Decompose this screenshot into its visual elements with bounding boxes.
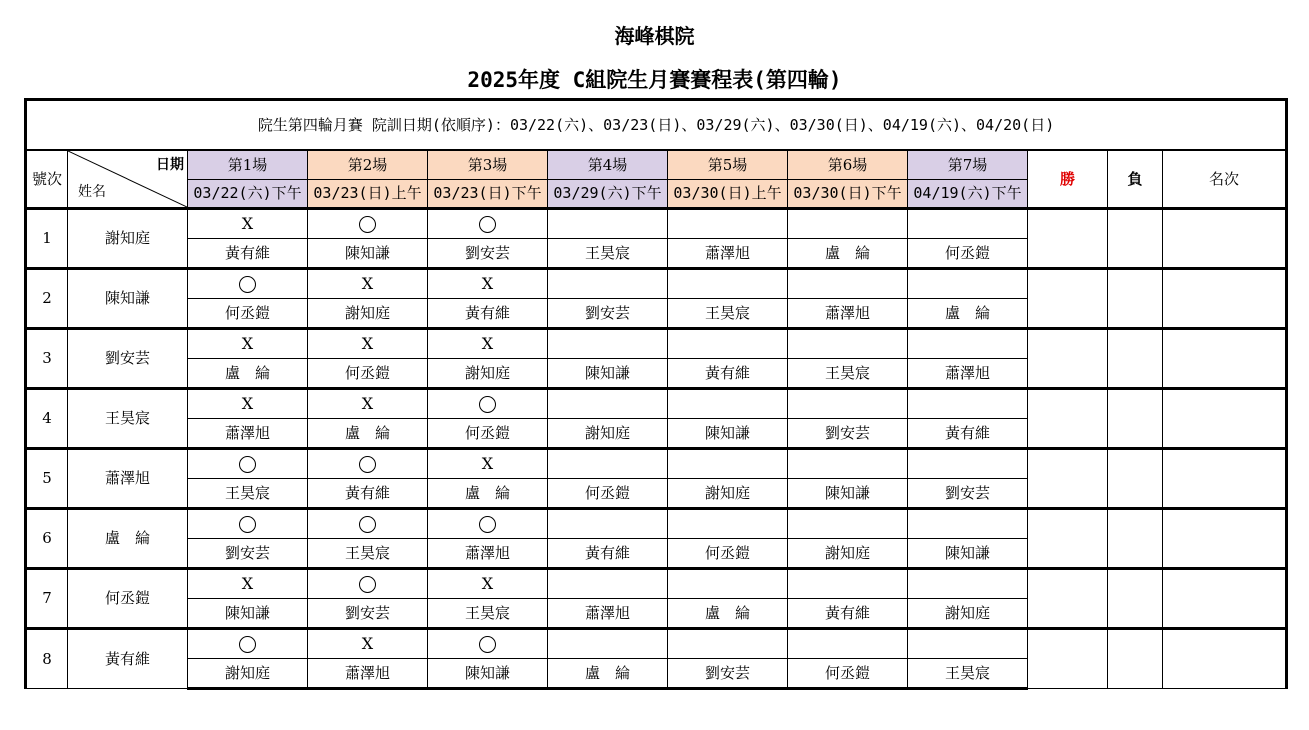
result-cell	[428, 209, 548, 239]
result-cell: X	[428, 329, 548, 359]
page-title: 海峰棋院	[614, 24, 695, 48]
opponent-cell: 劉安芸	[428, 239, 548, 269]
player-row	[26, 329, 1287, 359]
result-cell: X	[428, 449, 548, 479]
schedule-table	[24, 98, 1288, 690]
opponent-cell: 何丞鎧	[668, 539, 788, 569]
result-cell	[308, 449, 428, 479]
opponent-cell: 蕭澤旭	[308, 659, 428, 689]
opponent-cell: 黃有維	[908, 419, 1028, 449]
rank-cell	[1163, 629, 1287, 689]
rank-cell	[1163, 449, 1287, 509]
result-cell	[788, 329, 908, 359]
opponent-cell: 何丞鎧	[308, 359, 428, 389]
win-cell	[1028, 569, 1108, 629]
win-cell	[1028, 209, 1108, 269]
result-cell: X	[428, 569, 548, 599]
opponent-cell: 蕭澤旭	[188, 419, 308, 449]
loss-cell	[1108, 569, 1163, 629]
player-row	[26, 449, 1287, 479]
opponent-cell: 何丞鎧	[428, 419, 548, 449]
opponent-cell: 盧 綸	[308, 419, 428, 449]
result-cell	[788, 449, 908, 479]
round-date-7: 04/19(六)下午	[908, 180, 1028, 209]
round-date-5: 03/30(日)上午	[668, 180, 788, 209]
opponent-cell: 王昊宸	[428, 599, 548, 629]
opponent-cell: 盧 綸	[908, 299, 1028, 329]
opponent-cell: 王昊宸	[788, 359, 908, 389]
opponent-cell: 何丞鎧	[788, 659, 908, 689]
result-cell	[548, 209, 668, 239]
number-header: 號次	[26, 150, 68, 209]
win-cell	[1028, 329, 1108, 389]
opponent-cell: 王昊宸	[668, 299, 788, 329]
result-cell	[308, 209, 428, 239]
win-cell	[1028, 629, 1108, 689]
result-cell	[548, 569, 668, 599]
player-name: 盧 綸	[68, 509, 188, 569]
win-circle-icon	[359, 576, 376, 593]
player-number: 7	[26, 569, 68, 629]
player-row	[26, 389, 1287, 419]
opponent-cell: 陳知謙	[188, 599, 308, 629]
player-row	[26, 269, 1287, 299]
opponent-cell: 盧 綸	[788, 239, 908, 269]
player-number: 2	[26, 269, 68, 329]
player-number: 1	[26, 209, 68, 269]
player-number: 8	[26, 629, 68, 689]
opponent-cell: 謝知庭	[668, 479, 788, 509]
player-number: 3	[26, 329, 68, 389]
opponent-cell: 劉安芸	[908, 479, 1028, 509]
player-row	[26, 569, 1287, 599]
player-name: 劉安芸	[68, 329, 188, 389]
result-cell	[908, 569, 1028, 599]
loss-cell	[1108, 449, 1163, 509]
opponent-cell: 王昊宸	[188, 479, 308, 509]
win-circle-icon	[239, 516, 256, 533]
opponent-cell: 蕭澤旭	[788, 299, 908, 329]
round-date-3: 03/23(日)下午	[428, 180, 548, 209]
opponent-cell: 黃有維	[788, 599, 908, 629]
player-number: 5	[26, 449, 68, 509]
date-name-header	[68, 150, 188, 209]
round-date-4: 03/29(六)下午	[548, 180, 668, 209]
result-cell	[428, 629, 548, 659]
page-subtitle: 2025年度 C組院生月賽賽程表(第四輪)	[467, 68, 842, 92]
player-name: 何丞鎧	[68, 569, 188, 629]
opponent-cell: 黃有維	[308, 479, 428, 509]
opponent-cell: 黃有維	[548, 539, 668, 569]
round-date-1: 03/22(六)下午	[188, 180, 308, 209]
result-cell	[548, 329, 668, 359]
result-cell	[188, 269, 308, 299]
opponent-cell: 謝知庭	[788, 539, 908, 569]
opponent-cell: 蕭澤旭	[428, 539, 548, 569]
result-cell: X	[188, 329, 308, 359]
player-row	[26, 509, 1287, 539]
opponent-cell: 謝知庭	[308, 299, 428, 329]
loss-cell	[1108, 629, 1163, 689]
result-cell	[788, 629, 908, 659]
opponent-cell: 謝知庭	[908, 599, 1028, 629]
opponent-cell: 陳知謙	[908, 539, 1028, 569]
win-circle-icon	[359, 216, 376, 233]
result-cell: X	[428, 269, 548, 299]
opponent-cell: 黃有維	[188, 239, 308, 269]
result-cell	[548, 629, 668, 659]
result-cell	[788, 389, 908, 419]
player-number: 4	[26, 389, 68, 449]
opponent-cell: 何丞鎧	[908, 239, 1028, 269]
result-cell: X	[308, 329, 428, 359]
result-cell	[908, 269, 1028, 299]
result-cell	[788, 269, 908, 299]
player-row	[26, 209, 1287, 239]
loss-cell	[1108, 509, 1163, 569]
player-number: 6	[26, 509, 68, 569]
result-cell: X	[308, 389, 428, 419]
round-header-6: 第6場	[788, 150, 908, 180]
round-header-3: 第3場	[428, 150, 548, 180]
opponent-cell: 劉安芸	[308, 599, 428, 629]
result-cell	[788, 509, 908, 539]
rank-header: 名次	[1163, 150, 1287, 209]
opponent-cell: 盧 綸	[428, 479, 548, 509]
win-header: 勝	[1028, 150, 1108, 209]
opponent-cell: 盧 綸	[668, 599, 788, 629]
result-cell	[668, 209, 788, 239]
result-cell	[788, 569, 908, 599]
loss-cell	[1108, 209, 1163, 269]
win-circle-icon	[239, 276, 256, 293]
player-name: 黃有維	[68, 629, 188, 689]
opponent-cell: 陳知謙	[788, 479, 908, 509]
opponent-cell: 劉安芸	[548, 299, 668, 329]
win-circle-icon	[359, 456, 376, 473]
result-cell	[788, 209, 908, 239]
result-cell: X	[188, 389, 308, 419]
round-header-7: 第7場	[908, 150, 1028, 180]
opponent-cell: 黃有維	[428, 299, 548, 329]
result-cell	[908, 209, 1028, 239]
name-label: 姓名	[78, 184, 106, 200]
result-cell	[188, 509, 308, 539]
win-circle-icon	[479, 396, 496, 413]
result-cell: X	[308, 629, 428, 659]
opponent-cell: 何丞鎧	[188, 299, 308, 329]
result-cell	[908, 389, 1028, 419]
result-cell	[188, 449, 308, 479]
rank-cell	[1163, 209, 1287, 269]
opponent-cell: 謝知庭	[428, 359, 548, 389]
win-cell	[1028, 449, 1108, 509]
loss-header: 負	[1108, 150, 1163, 209]
win-cell	[1028, 509, 1108, 569]
date-label: 日期	[156, 157, 184, 173]
opponent-cell: 劉安芸	[668, 659, 788, 689]
rank-cell	[1163, 569, 1287, 629]
player-name: 蕭澤旭	[68, 449, 188, 509]
opponent-cell: 陳知謙	[428, 659, 548, 689]
opponent-cell: 謝知庭	[548, 419, 668, 449]
result-cell	[908, 509, 1028, 539]
opponent-cell: 蕭澤旭	[548, 599, 668, 629]
result-cell	[908, 629, 1028, 659]
result-cell	[668, 269, 788, 299]
result-cell	[548, 509, 668, 539]
result-cell	[428, 509, 548, 539]
result-cell: X	[188, 569, 308, 599]
result-cell	[668, 569, 788, 599]
round-header-1: 第1場	[188, 150, 308, 180]
result-cell	[188, 629, 308, 659]
result-cell	[308, 509, 428, 539]
opponent-cell: 王昊宸	[908, 659, 1028, 689]
result-cell: X	[308, 269, 428, 299]
opponent-cell: 蕭澤旭	[908, 359, 1028, 389]
opponent-cell: 劉安芸	[188, 539, 308, 569]
loss-cell	[1108, 329, 1163, 389]
result-cell: X	[188, 209, 308, 239]
opponent-cell: 何丞鎧	[548, 479, 668, 509]
rank-cell	[1163, 329, 1287, 389]
win-cell	[1028, 389, 1108, 449]
player-name: 陳知謙	[68, 269, 188, 329]
opponent-cell: 劉安芸	[788, 419, 908, 449]
result-cell	[668, 449, 788, 479]
player-name: 王昊宸	[68, 389, 188, 449]
opponent-cell: 陳知謙	[548, 359, 668, 389]
rank-cell	[1163, 269, 1287, 329]
opponent-cell: 盧 綸	[548, 659, 668, 689]
win-circle-icon	[479, 216, 496, 233]
win-circle-icon	[239, 636, 256, 653]
win-circle-icon	[479, 636, 496, 653]
result-cell	[548, 449, 668, 479]
result-cell	[668, 329, 788, 359]
result-cell	[428, 389, 548, 419]
round-date-6: 03/30(日)下午	[788, 180, 908, 209]
opponent-cell: 王昊宸	[308, 539, 428, 569]
opponent-cell: 王昊宸	[548, 239, 668, 269]
win-circle-icon	[239, 456, 256, 473]
win-cell	[1028, 269, 1108, 329]
result-cell	[548, 389, 668, 419]
loss-cell	[1108, 269, 1163, 329]
result-cell	[668, 509, 788, 539]
opponent-cell: 黃有維	[668, 359, 788, 389]
loss-cell	[1108, 389, 1163, 449]
schedule-banner: 院生第四輪月賽 院訓日期(依順序)：03/22(六)、03/23(日)、03/29(六)、03/30(日)、04/19(六)、04/20(日)	[26, 100, 1287, 151]
result-cell	[668, 629, 788, 659]
result-cell	[908, 329, 1028, 359]
win-circle-icon	[359, 516, 376, 533]
result-cell	[908, 449, 1028, 479]
opponent-cell: 蕭澤旭	[668, 239, 788, 269]
result-cell	[548, 269, 668, 299]
rank-cell	[1163, 389, 1287, 449]
win-circle-icon	[479, 516, 496, 533]
opponent-cell: 陳知謙	[668, 419, 788, 449]
result-cell	[668, 389, 788, 419]
opponent-cell: 謝知庭	[188, 659, 308, 689]
result-cell	[308, 569, 428, 599]
opponent-cell: 盧 綸	[188, 359, 308, 389]
round-header-2: 第2場	[308, 150, 428, 180]
player-name: 謝知庭	[68, 209, 188, 269]
round-header-4: 第4場	[548, 150, 668, 180]
round-header-5: 第5場	[668, 150, 788, 180]
rank-cell	[1163, 509, 1287, 569]
round-date-2: 03/23(日)上午	[308, 180, 428, 209]
player-row	[26, 629, 1287, 659]
opponent-cell: 陳知謙	[308, 239, 428, 269]
